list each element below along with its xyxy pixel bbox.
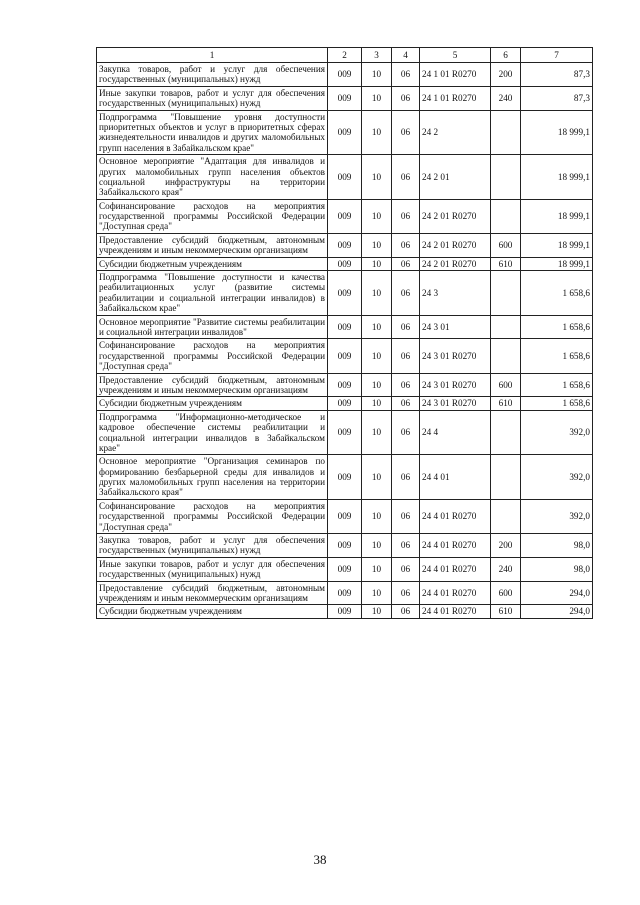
row-adm-cell: 009 <box>328 271 362 316</box>
table-row <box>97 110 593 155</box>
row-pr-cell: 06 <box>392 605 420 618</box>
row-pr-cell: 06 <box>392 110 420 155</box>
row-vr-cell: 610 <box>491 257 521 270</box>
row-name-cell: Основное мероприятие "Адаптация для инвалидов и других маломобильных групп населения объектов социальной инфраструктуры на территории Забайкальского края" <box>97 155 328 200</box>
row-vr-cell <box>491 499 521 533</box>
row-sum-cell: 392,0 <box>521 410 593 455</box>
row-sum-cell: 18 999,1 <box>521 110 593 155</box>
row-rz-cell: 10 <box>362 315 392 339</box>
row-sum-cell: 294,0 <box>521 605 593 618</box>
row-csr-cell: 24 4 01 R0270 <box>420 499 491 533</box>
row-pr-cell: 06 <box>392 257 420 270</box>
row-rz-cell: 10 <box>362 63 392 87</box>
row-adm-cell: 009 <box>328 110 362 155</box>
row-pr-cell: 06 <box>392 557 420 581</box>
table-row <box>97 397 593 410</box>
row-vr-cell <box>491 271 521 316</box>
table-row <box>97 581 593 605</box>
row-vr-cell: 600 <box>491 373 521 397</box>
row-sum-cell: 294,0 <box>521 581 593 605</box>
row-name-cell: Софинансирование расходов на мероприятия государственной программы Российской Федерации "Доступная среда" <box>97 339 328 373</box>
table-row <box>97 233 593 257</box>
header-cell-name: 1 <box>97 48 328 63</box>
row-rz-cell: 10 <box>362 373 392 397</box>
row-rz-cell: 10 <box>362 199 392 233</box>
row-name-cell: Иные закупки товаров, работ и услуг для обеспечения государственных (муниципальных) нужд <box>97 557 328 581</box>
row-pr-cell: 06 <box>392 155 420 200</box>
row-csr-cell: 24 4 <box>420 410 491 455</box>
row-rz-cell: 10 <box>362 271 392 316</box>
row-name-cell: Закупка товаров, работ и услуг для обеспечения государственных (муниципальных) нужд <box>97 63 328 87</box>
table-row <box>97 499 593 533</box>
row-adm-cell: 009 <box>328 63 362 87</box>
row-csr-cell: 24 2 01 R0270 <box>420 233 491 257</box>
row-adm-cell: 009 <box>328 455 362 500</box>
row-vr-cell: 600 <box>491 233 521 257</box>
row-pr-cell: 06 <box>392 339 420 373</box>
row-vr-cell: 240 <box>491 557 521 581</box>
row-pr-cell: 06 <box>392 86 420 110</box>
table-row <box>97 199 593 233</box>
table-row <box>97 257 593 270</box>
row-adm-cell: 009 <box>328 257 362 270</box>
row-adm-cell: 009 <box>328 199 362 233</box>
row-vr-cell <box>491 155 521 200</box>
row-sum-cell: 98,0 <box>521 557 593 581</box>
row-csr-cell: 24 3 01 R0270 <box>420 373 491 397</box>
row-pr-cell: 06 <box>392 397 420 410</box>
row-csr-cell: 24 4 01 R0270 <box>420 557 491 581</box>
row-rz-cell: 10 <box>362 86 392 110</box>
row-adm-cell: 009 <box>328 605 362 618</box>
table-row <box>97 315 593 339</box>
row-sum-cell: 1 658,6 <box>521 271 593 316</box>
row-csr-cell: 24 4 01 R0270 <box>420 534 491 558</box>
row-sum-cell: 87,3 <box>521 86 593 110</box>
row-rz-cell: 10 <box>362 581 392 605</box>
row-pr-cell: 06 <box>392 373 420 397</box>
row-sum-cell: 18 999,1 <box>521 233 593 257</box>
table-row <box>97 557 593 581</box>
row-name-cell: Подпрограмма "Повышение доступности и качества реабилитационных услуг (развитие системы реабилитации и социальной интеграции инвалидов) в Забайкальском крае" <box>97 271 328 316</box>
header-cell-pr: 4 <box>392 48 420 63</box>
row-pr-cell: 06 <box>392 499 420 533</box>
row-sum-cell: 392,0 <box>521 455 593 500</box>
table-row <box>97 534 593 558</box>
row-rz-cell: 10 <box>362 605 392 618</box>
row-csr-cell: 24 3 <box>420 271 491 316</box>
row-vr-cell: 200 <box>491 534 521 558</box>
row-rz-cell: 10 <box>362 233 392 257</box>
row-rz-cell: 10 <box>362 257 392 270</box>
row-adm-cell: 009 <box>328 534 362 558</box>
row-rz-cell: 10 <box>362 534 392 558</box>
row-sum-cell: 1 658,6 <box>521 373 593 397</box>
table-row <box>97 86 593 110</box>
row-sum-cell: 18 999,1 <box>521 199 593 233</box>
row-adm-cell: 009 <box>328 315 362 339</box>
row-adm-cell: 009 <box>328 373 362 397</box>
table-body <box>97 63 593 619</box>
header-cell-vr: 6 <box>491 48 521 63</box>
row-pr-cell: 06 <box>392 581 420 605</box>
row-csr-cell: 24 3 01 R0270 <box>420 339 491 373</box>
row-sum-cell: 1 658,6 <box>521 339 593 373</box>
row-vr-cell: 600 <box>491 581 521 605</box>
row-sum-cell: 98,0 <box>521 534 593 558</box>
row-rz-cell: 10 <box>362 557 392 581</box>
row-adm-cell: 009 <box>328 233 362 257</box>
row-pr-cell: 06 <box>392 410 420 455</box>
row-csr-cell: 24 4 01 R0270 <box>420 581 491 605</box>
row-rz-cell: 10 <box>362 110 392 155</box>
row-csr-cell: 24 3 01 <box>420 315 491 339</box>
row-adm-cell: 009 <box>328 557 362 581</box>
table-row <box>97 455 593 500</box>
row-adm-cell: 009 <box>328 397 362 410</box>
row-sum-cell: 1 658,6 <box>521 397 593 410</box>
row-name-cell: Предоставление субсидий бюджетным, автономным учреждениям и иным некоммерческим организациям <box>97 373 328 397</box>
row-pr-cell: 06 <box>392 455 420 500</box>
row-name-cell: Субсидии бюджетным учреждениям <box>97 257 328 270</box>
row-csr-cell: 24 1 01 R0270 <box>420 63 491 87</box>
row-name-cell: Софинансирование расходов на мероприятия государственной программы Российской Федерации "Доступная среда" <box>97 499 328 533</box>
row-sum-cell: 1 658,6 <box>521 315 593 339</box>
row-vr-cell: 240 <box>491 86 521 110</box>
row-name-cell: Основное мероприятие "Организация семинаров по формированию безбарьерной среды для инвалидов и других маломобильных групп населения на территории Забайкальского края" <box>97 455 328 500</box>
table-row <box>97 339 593 373</box>
row-csr-cell: 24 2 01 R0270 <box>420 257 491 270</box>
row-csr-cell: 24 3 01 R0270 <box>420 397 491 410</box>
row-vr-cell: 610 <box>491 397 521 410</box>
header-cell-adm: 2 <box>328 48 362 63</box>
row-sum-cell: 18 999,1 <box>521 155 593 200</box>
row-pr-cell: 06 <box>392 315 420 339</box>
budget-table <box>96 47 593 619</box>
row-name-cell: Подпрограмма "Повышение уровня доступности приоритетных объектов и услуг в приоритетных сферах жизнедеятельности инвалидов и других маломобильных групп населения в Забайкальском крае" <box>97 110 328 155</box>
row-adm-cell: 009 <box>328 581 362 605</box>
row-adm-cell: 009 <box>328 86 362 110</box>
table-row <box>97 410 593 455</box>
header-row <box>97 48 593 63</box>
table-row <box>97 605 593 618</box>
row-vr-cell: 610 <box>491 605 521 618</box>
row-name-cell: Иные закупки товаров, работ и услуг для обеспечения государственных (муниципальных) нужд <box>97 86 328 110</box>
row-rz-cell: 10 <box>362 155 392 200</box>
row-name-cell: Софинансирование расходов на мероприятия государственной программы Российской Федерации "Доступная среда" <box>97 199 328 233</box>
row-csr-cell: 24 1 01 R0270 <box>420 86 491 110</box>
row-vr-cell <box>491 339 521 373</box>
table-row <box>97 373 593 397</box>
row-csr-cell: 24 4 01 <box>420 455 491 500</box>
row-csr-cell: 24 2 01 <box>420 155 491 200</box>
row-name-cell: Основное мероприятие "Развитие системы реабилитации и социальной интеграции инвалидов" <box>97 315 328 339</box>
row-pr-cell: 06 <box>392 233 420 257</box>
table-row <box>97 155 593 200</box>
row-name-cell: Закупка товаров, работ и услуг для обеспечения государственных (муниципальных) нужд <box>97 534 328 558</box>
row-vr-cell: 200 <box>491 63 521 87</box>
row-vr-cell <box>491 455 521 500</box>
row-name-cell: Подпрограмма "Информационно-методическое и кадровое обеспечение системы реабилитации и социальной интеграции инвалидов в Забайкальском крае" <box>97 410 328 455</box>
table-row <box>97 271 593 316</box>
row-adm-cell: 009 <box>328 410 362 455</box>
row-name-cell: Субсидии бюджетным учреждениям <box>97 397 328 410</box>
table-row <box>97 63 593 87</box>
row-adm-cell: 009 <box>328 155 362 200</box>
row-adm-cell: 009 <box>328 499 362 533</box>
row-pr-cell: 06 <box>392 534 420 558</box>
row-name-cell: Субсидии бюджетным учреждениям <box>97 605 328 618</box>
row-vr-cell <box>491 410 521 455</box>
header-cell-rz: 3 <box>362 48 392 63</box>
row-rz-cell: 10 <box>362 455 392 500</box>
row-sum-cell: 87,3 <box>521 63 593 87</box>
row-rz-cell: 10 <box>362 499 392 533</box>
row-name-cell: Предоставление субсидий бюджетным, автономным учреждениям и иным некоммерческим организациям <box>97 233 328 257</box>
row-vr-cell <box>491 315 521 339</box>
row-adm-cell: 009 <box>328 339 362 373</box>
row-vr-cell <box>491 199 521 233</box>
header-cell-sum: 7 <box>521 48 593 63</box>
row-pr-cell: 06 <box>392 199 420 233</box>
row-pr-cell: 06 <box>392 271 420 316</box>
row-name-cell: Предоставление субсидий бюджетным, автономным учреждениям и иным некоммерческим организациям <box>97 581 328 605</box>
row-rz-cell: 10 <box>362 397 392 410</box>
row-pr-cell: 06 <box>392 63 420 87</box>
row-sum-cell: 392,0 <box>521 499 593 533</box>
row-rz-cell: 10 <box>362 339 392 373</box>
row-vr-cell <box>491 110 521 155</box>
row-csr-cell: 24 2 <box>420 110 491 155</box>
header-cell-csr: 5 <box>420 48 491 63</box>
row-csr-cell: 24 4 01 R0270 <box>420 605 491 618</box>
table-header <box>97 48 593 63</box>
row-rz-cell: 10 <box>362 410 392 455</box>
row-csr-cell: 24 2 01 R0270 <box>420 199 491 233</box>
page-number: 38 <box>313 852 327 867</box>
row-sum-cell: 18 999,1 <box>521 257 593 270</box>
